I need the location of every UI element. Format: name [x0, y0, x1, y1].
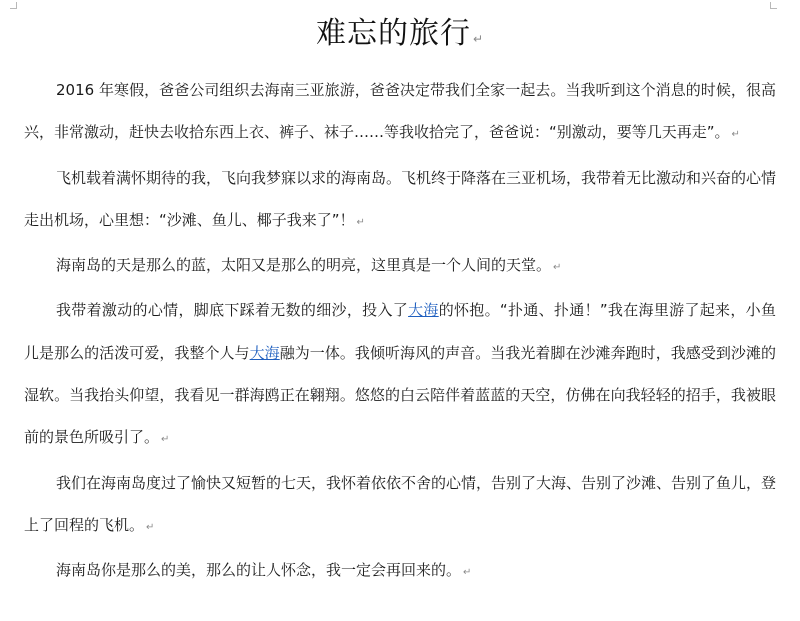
- paragraph-mark-icon: ↵: [146, 521, 155, 533]
- paragraph-text: 的怀抱。“扑通、扑通！”我在海里游了起来，小鱼儿是那么的活泼可爱，我整个人与: [24, 301, 776, 362]
- paragraph: [24, 549, 776, 594]
- title-text: 难忘的旅行: [315, 16, 471, 51]
- paragraph-mark-icon: ↵: [553, 262, 562, 274]
- paragraph: [24, 69, 776, 157]
- paragraph-text: 海南岛的天是那么的蓝，太阳又是那么的明亮，这里真是一个人间的天堂。: [56, 256, 552, 275]
- paragraph-mark-icon: ↵: [731, 129, 740, 141]
- hyperlink-dahai[interactable]: 大海: [408, 301, 439, 320]
- paragraph-mark-icon: ↵: [356, 216, 365, 228]
- paragraph-mark-icon: ↵: [161, 434, 170, 446]
- hyperlink-dahai[interactable]: 大海: [249, 343, 280, 362]
- paragraph-text: 2016 年寒假，爸爸公司组织去海南三亚旅游，爸爸决定带我们全家一起去。当我听到这个消息的时候，很高兴，非常激动，赶快去收拾东西上衣、裤子、袜子……等我收拾完了，爸爸说：“别激动，要等几天再走”。: [24, 81, 776, 142]
- paragraph: [24, 244, 776, 289]
- document-body: [24, 69, 776, 595]
- paragraph-mark-icon: ↵: [463, 567, 472, 579]
- document-title: [0, 12, 800, 61]
- paragraph-mark-icon: ↵: [472, 32, 485, 46]
- paragraph-text: 海南岛你是那么的美，那么的让人怀念，我一定会再回来的。: [56, 561, 462, 580]
- page-corner-mark-right: [770, 2, 777, 9]
- paragraph: [24, 157, 776, 245]
- paragraph-text: 我带着激动的心情，脚底下踩着无数的细沙，投入了: [56, 301, 409, 320]
- paragraph-text: 融为一体。我倾听海风的声音。当我光着脚在沙滩奔跑时，我感受到沙滩的湿软。当我抬头仰望，我看见一群海鸥正在翱翔。悠悠的白云陪伴着蓝蓝的天空，仿佛在向我轻轻的招手，我被眼前的景色所吸引了。: [24, 343, 776, 447]
- page-corner-mark-left: [10, 2, 17, 9]
- paragraph: [24, 462, 776, 550]
- paragraph-text: 飞机载着满怀期待的我，飞向我梦寐以求的海南岛。飞机终于降落在三亚机场，我带着无比激动和兴奋的心情走出机场，心里想：“沙滩、鱼儿、椰子我来了”！: [24, 168, 777, 229]
- paragraph-text: 我们在海南岛度过了愉快又短暂的七天，我怀着依依不舍的心情，告别了大海、告别了沙滩、告别了鱼儿，登上了回程的飞机。: [24, 473, 777, 534]
- paragraph: [24, 289, 776, 461]
